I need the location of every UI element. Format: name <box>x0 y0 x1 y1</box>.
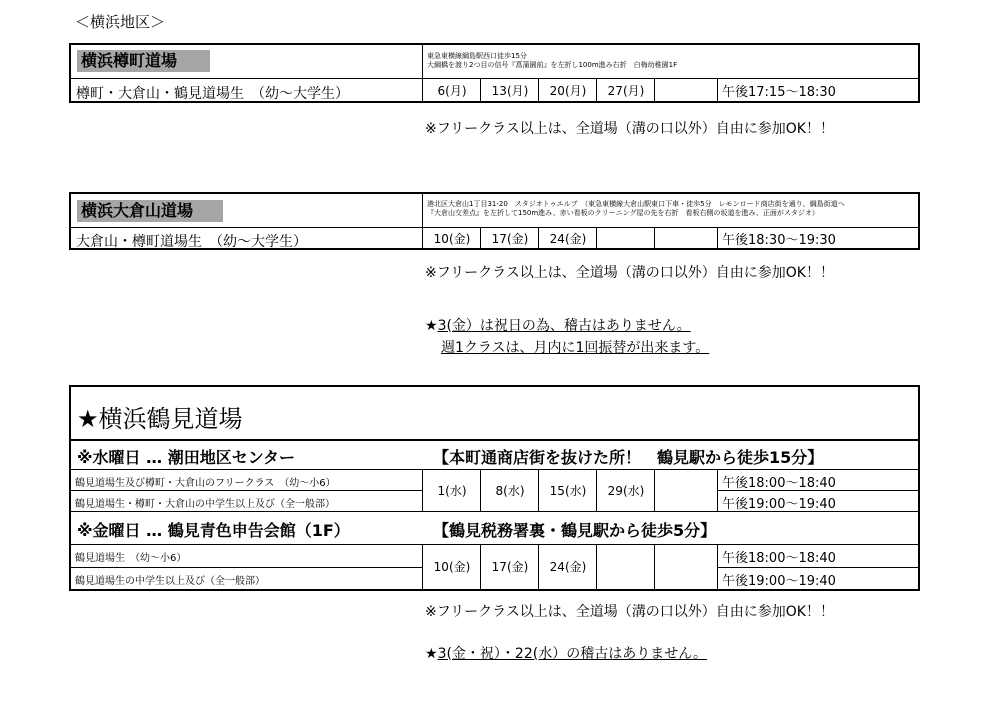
date-cell <box>538 469 596 511</box>
time: 午後19:00～19:40 <box>722 574 836 589</box>
time: 午後17:15～18:30 <box>722 85 836 100</box>
date-cell <box>596 227 654 248</box>
date-cell <box>480 544 538 589</box>
tarumachi-table <box>69 43 920 103</box>
date-cell <box>654 78 717 101</box>
wed-header: ※水曜日 … 潮田地区センター <box>77 448 296 467</box>
free-class-note: ※フリークラス以上は、全道場（溝の口以外）自由に参加OK！！ <box>425 604 834 620</box>
tsurumi-table <box>69 385 920 591</box>
date: 24(金) <box>549 232 587 246</box>
row-divider <box>71 439 918 441</box>
date-cell <box>480 227 538 248</box>
access-text-2: 『大倉山交差点』を左折して150m進み、赤い看板のクリーニング屋の先を右折 看板右側の坂道を進み、正面がスタジオ） <box>427 209 819 217</box>
time: 午後18:30～19:30 <box>722 233 836 248</box>
date-cell <box>422 544 480 589</box>
date-cell <box>422 469 480 511</box>
access-cell <box>422 45 423 78</box>
time-cell <box>717 78 918 101</box>
date-cell <box>596 469 654 511</box>
access-text-1: 東急東横線綱島駅西口徒歩15分 <box>427 52 527 60</box>
date-cell <box>654 227 717 248</box>
date-cell <box>538 78 596 101</box>
row-divider <box>71 567 422 568</box>
wed-target-2: 鶴見道場生・樽町・大倉山の中学生以上及び（全一般部） <box>75 499 335 510</box>
wed-target-1: 鶴見道場生及び樽町・大倉山のフリークラス （幼～小6） <box>75 478 336 489</box>
dojo-name: 横浜大倉山道場 <box>77 200 223 222</box>
date: 6(月) <box>437 84 467 98</box>
time: 午後19:00～19:40 <box>722 497 836 512</box>
date: 13(月) <box>491 84 529 98</box>
fri-target-2: 鶴見道場生の中学生以上及び（全一般部） <box>75 576 265 587</box>
date-cell <box>480 78 538 101</box>
free-class-note: ※フリークラス以上は、全道場（溝の口以外）自由に参加OK！！ <box>425 121 834 137</box>
target-label: 大倉山・樽町道場生 （幼～大学生） <box>76 234 307 250</box>
date: 24(金) <box>549 560 587 574</box>
date: 10(金) <box>433 560 471 574</box>
date: 1(水) <box>437 484 467 498</box>
time-cell <box>717 544 918 589</box>
dojo-name: ★横浜鶴見道場 <box>77 405 243 433</box>
wed-location: 【本町通商店街を抜けた所！ 鶴見駅から徒歩15分】 <box>433 448 824 467</box>
holiday-note <box>425 643 707 663</box>
time-cell <box>717 227 918 248</box>
access-text-1: 港北区大倉山1丁目31-20 スタジオトゥエルブ （東急東横線大倉山駅東口下車・徒歩5分 レモンロード商店街を通り、綱島街道へ <box>427 200 845 208</box>
row-divider <box>718 567 919 568</box>
time: 午後18:00～18:40 <box>722 476 836 491</box>
date: 10(金) <box>433 232 471 246</box>
date-cell <box>654 469 717 511</box>
row-divider <box>71 511 918 512</box>
access-text-2: 大綱橋を渡り2つ目の信号『菖蒲園前』を左折し100m進み右折 白梅幼稚園1F <box>427 61 678 69</box>
date: 29(水) <box>607 484 645 498</box>
dojo-name: 横浜樽町道場 <box>77 50 210 72</box>
date-cell <box>538 227 596 248</box>
date: 8(水) <box>495 484 525 498</box>
date-cell <box>422 227 480 248</box>
date: 15(水) <box>549 484 587 498</box>
okurayama-table <box>69 192 920 250</box>
fri-location: 【鶴見税務署裏・鶴見駅から徒歩5分】 <box>433 521 717 540</box>
star-mark: ★ <box>425 646 438 662</box>
time-cell <box>717 469 918 511</box>
row-divider <box>718 490 919 491</box>
date: 17(金) <box>491 232 529 246</box>
access-cell <box>422 194 423 227</box>
fri-header: ※金曜日 … 鶴見青色申告会館（1F） <box>77 521 350 540</box>
star-mark: ★ <box>425 318 438 334</box>
free-class-note: ※フリークラス以上は、全道場（溝の口以外）自由に参加OK！！ <box>425 265 834 281</box>
fri-target-1: 鶴見道場生 （幼～小6） <box>75 553 187 564</box>
transfer-note: 週1クラスは、月内に1回振替が出来ます。 <box>441 340 710 356</box>
region-title: ＜横浜地区＞ <box>75 13 166 31</box>
date-cell <box>596 544 654 589</box>
holiday-note-text: 3(金）は祝日の為、稽古はありません。 <box>437 318 691 334</box>
row-divider <box>71 490 422 491</box>
date-cell <box>654 544 717 589</box>
date-cell <box>422 78 480 101</box>
date: 27(月) <box>607 84 645 98</box>
date-cell <box>480 469 538 511</box>
target-label: 樽町・大倉山・鶴見道場生 （幼～大学生） <box>76 86 349 102</box>
holiday-note <box>425 315 691 335</box>
date: 20(月) <box>549 84 587 98</box>
holiday-note-text: 3(金・祝）・22(水）の稽古はありません。 <box>437 646 708 662</box>
date-cell <box>538 544 596 589</box>
date: 17(金) <box>491 560 529 574</box>
time: 午後18:00～18:40 <box>722 551 836 566</box>
date-cell <box>596 78 654 101</box>
